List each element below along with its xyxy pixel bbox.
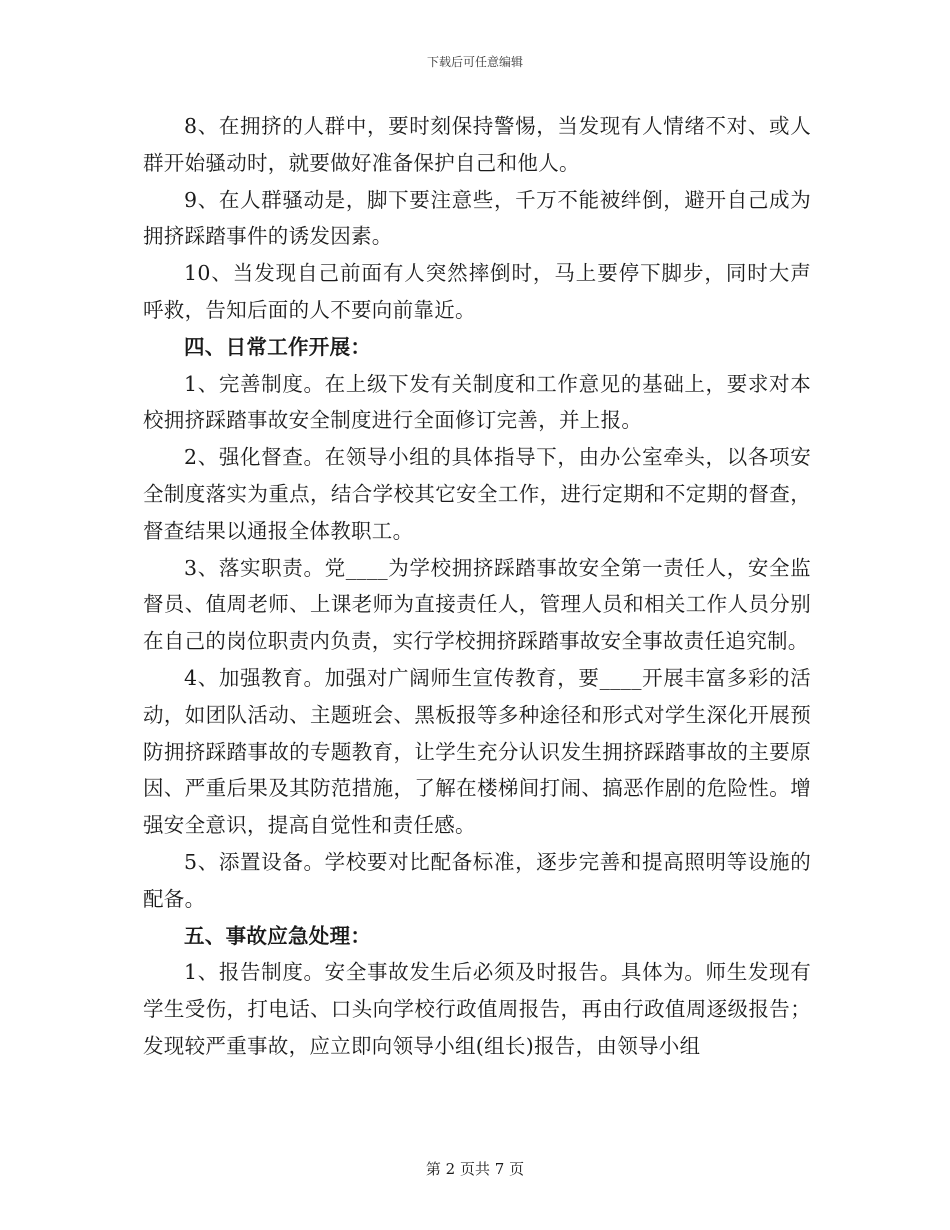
- section-heading-5: 五、事故应急处理：: [184, 923, 372, 948]
- paragraph-strengthen-supervision: 2、强化督查。在领导小组的具体指导下，由办公室牵头，以各项安全制度落实为重点，结合学校其它安全工作，进行定期和不定期的督查，督查结果以通报全体教职工。: [143, 445, 811, 543]
- paragraph-implement-responsibility: 3、落实职责。党____为学校拥挤踩踏事故安全第一责任人，安全监督员、值周老师、上课老师为直接责任人，管理人员和相关工作人员分别在自己的岗位职责内负责，实行学校拥挤踩踏事故安全事故责任追究制。: [143, 555, 811, 654]
- paragraph-item-9: 9、在人群骚动是，脚下要注意些，千万不能被绊倒，避开自己成为拥挤踩踏事件的诱发因素。: [143, 187, 811, 249]
- paragraph-strengthen-education: 4、加强教育。加强对广阔师生宣传教育，要____开展丰富多彩的活动，如团队活动、主题班会、黑板报等多种途径和形式对学生深化开展预防拥挤踩踏事故的专题教育，让学生充分认识发生拥挤踩踏事故的主要原因、严重后果及其防范措施，了解在楼梯间打闹、搞恶作剧的危险性。增强安全意识，提高自觉性和责任感。: [143, 665, 811, 838]
- page-header: 下载后可任意编辑: [426, 55, 523, 69]
- paragraph-add-equipment: 5、添置设备。学校要对比配备标准，逐步完善和提高照明等设施的配备。: [143, 849, 811, 911]
- section-heading-4: 四、日常工作开展：: [184, 334, 372, 359]
- paragraph-item-8: 8、在拥挤的人群中，要时刻保持警惕，当发现有人情绪不对、或人群开始骚动时，就要做好准备保护自己和他人。: [143, 114, 811, 175]
- paragraph-item-10: 10、当发现自己前面有人突然摔倒时，马上要停下脚步，同时大声呼救，告知后面的人不要向前靠近。: [143, 261, 811, 322]
- paragraph-improve-system: 1、完善制度。在上级下发有关制度和工作意见的基础上，要求对本校拥挤踩踏事故安全制度进行全面修订完善，并上报。: [143, 371, 811, 433]
- page-footer: 第 2 页共 7 页: [425, 1160, 525, 1178]
- paragraph-report-system: 1、报告制度。安全事故发生后必须及时报告。具体为。师生发现有学生受伤，打电话、口头向学校行政值周报告，再由行政值周逐级报告；发现较严重事故，应立即向领导小组(组长)报告，由领导小组: [143, 960, 811, 1058]
- document-body: [143, 108, 811, 1065]
